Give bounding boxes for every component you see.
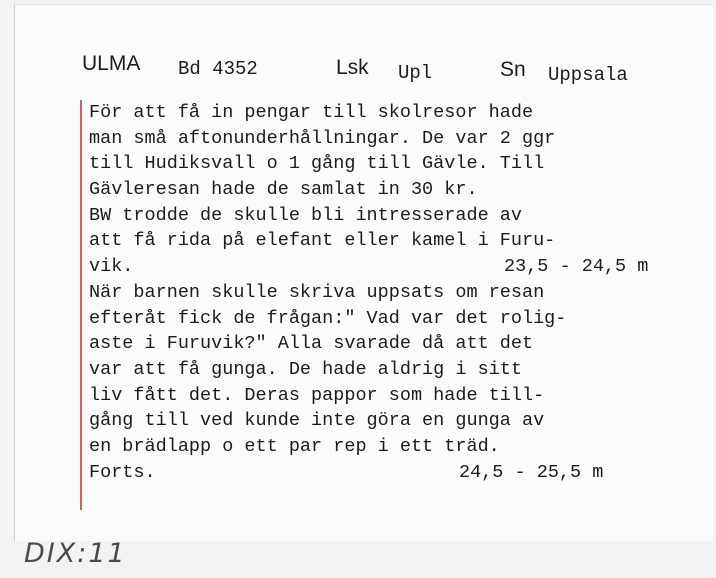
line-text: Gävleresan hade de samlat in 30 kr. [89,179,478,201]
text-line [89,383,689,409]
text-line [89,177,689,203]
line-text: man små aftonunderhållningar. De var 2 ggr [89,127,556,149]
card-body [89,100,689,485]
line-text: Forts. [89,461,156,483]
text-line [89,460,689,486]
text-line [89,151,689,177]
text-line [89,126,689,152]
handwritten-code: DIX:11 [24,538,127,569]
province-label: Lsk [336,56,369,79]
line-text: en brädlapp o ett par rep i ett träd. [89,435,500,457]
parish-label: Sn [500,58,526,81]
parish-value: Uppsala [548,64,628,86]
line-text: För att få in pengar till skolresor hade [89,102,534,123]
line-text: till Hudiksvall o 1 gång till Gävle. Till [89,153,545,175]
text-line [89,408,689,434]
text-line [89,203,689,229]
margin-rule [80,100,82,510]
page-reference: 24,5 - 25,5 m [459,461,604,483]
line-text: gång till ved kunde inte göra en gunga av [89,410,545,432]
line-text: BW trodde de skulle bli intresserade av [89,204,522,226]
page-reference: 23,5 - 24,5 m [504,256,649,278]
text-line [89,254,689,280]
archive-number: Bd 4352 [178,58,258,80]
line-text: liv fått det. Deras pappor som hade till- [89,384,545,406]
text-line [89,434,689,460]
line-text: var att få gunga. De hade aldrig i sitt [89,358,522,380]
line-text: vik. [89,256,134,278]
line-text: att få rida på elefant eller kamel i Furu- [89,230,556,252]
text-line [89,280,689,306]
line-text: När barnen skulle skriva uppsats om resan [89,281,545,303]
line-text: aste i Furuvik?" Alla svarade då att det [89,333,534,355]
text-line [89,100,689,126]
text-line [89,228,689,254]
archive-label: ULMA [82,52,141,75]
text-line [89,306,689,332]
line-text: efteråt fick de frågan:" Vad var det rolig- [89,307,567,329]
province-value: Upl [398,62,433,84]
card-header [0,48,716,88]
text-line [89,331,689,357]
text-line [89,357,689,383]
